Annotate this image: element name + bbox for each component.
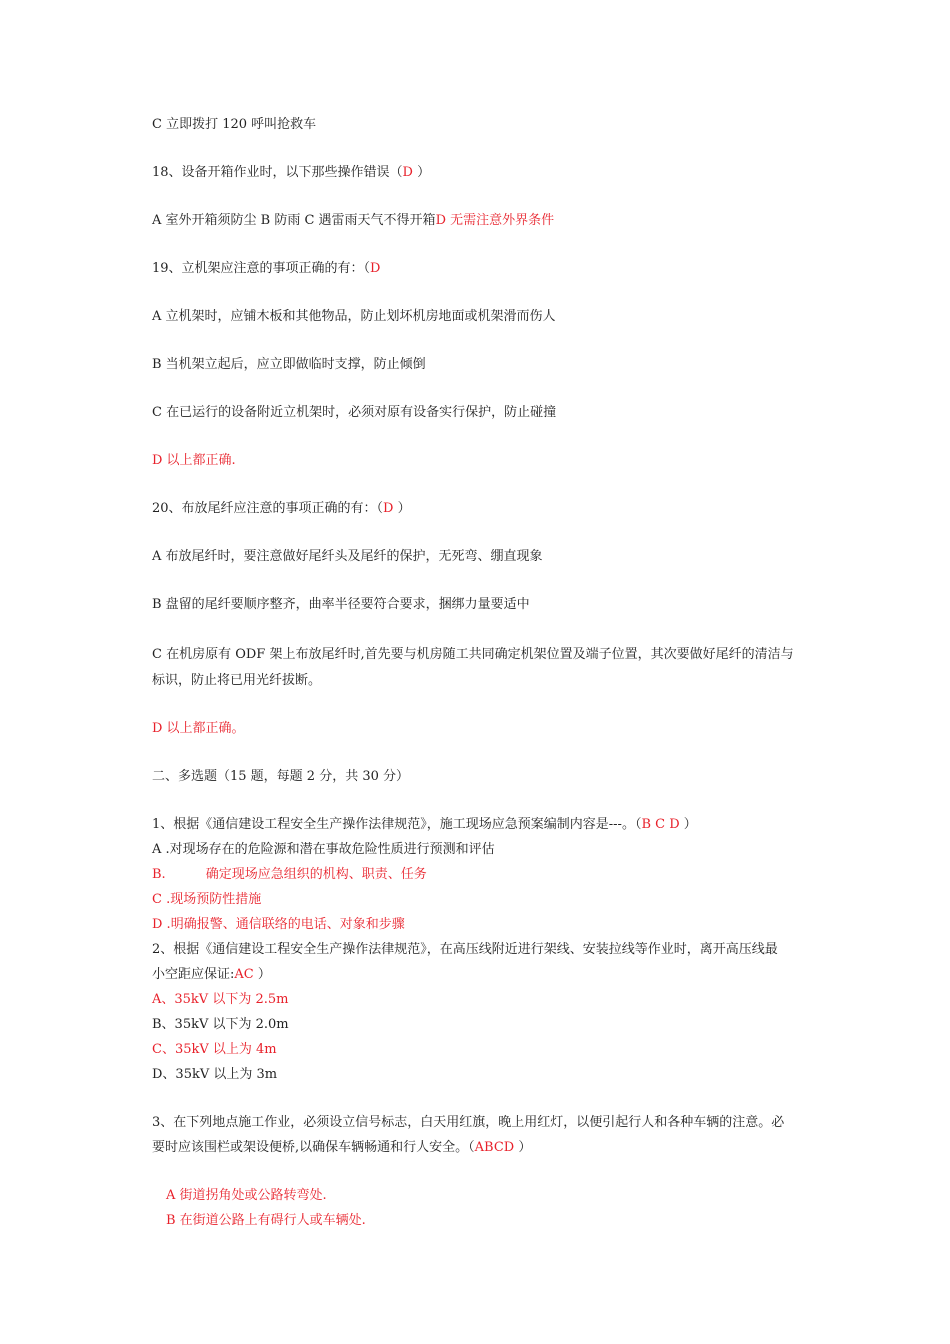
m2-option-c: C、35kV 以上为 4m: [152, 1042, 277, 1057]
q18-options: [152, 212, 554, 230]
m1-close: ）: [679, 817, 697, 832]
m2-close: ）: [253, 967, 271, 982]
q20-option-d: D 以上都正确。: [152, 721, 245, 736]
q17-option-c: C 立即拨打 120 呼叫抢救车: [152, 117, 317, 132]
m1-option-a: A .对现场存在的危险源和潜在事故危险性质进行预测和评估: [152, 842, 495, 857]
m1-option-b-label: B.: [152, 867, 166, 882]
m2-option-d: D、35kV 以上为 3m: [152, 1067, 278, 1082]
q19-answer: D: [370, 261, 381, 276]
q20-option-c-line2: 标识，防止将已用光纤拔断。: [152, 673, 322, 688]
q18-stem: [152, 164, 430, 182]
m2-stem-line2: [152, 966, 271, 984]
m3-stem-line1: 3、在下列地点施工作业，必须设立信号标志，白天用红旗，晚上用红灯，以便引起行人和各种车辆的注意。必: [152, 1115, 785, 1130]
q19-option-a: A 立机架时，应铺木板和其他物品，防止划坏机房地面或机架滑而伤人: [152, 309, 556, 324]
m1-option-c: C .现场预防性措施: [152, 892, 262, 907]
m3-stem-line2: [152, 1139, 531, 1157]
q19-option-d: D 以上都正确.: [152, 453, 236, 468]
m2-stem-line1: 2、根据《通信建设工程安全生产操作法律规范》，在高压线附近进行架线、安装拉线等作业时，离开高压线最: [152, 942, 778, 957]
m1-option-b: [152, 866, 427, 884]
m2-stem-text: 小空距应保证:: [152, 967, 235, 982]
m1-option-b-text: 确定现场应急组织的机构、职责、任务: [205, 867, 427, 882]
m2-option-b: B、35kV 以下为 2.0m: [152, 1017, 289, 1032]
q18-close: ）: [412, 165, 431, 180]
m1-stem-text: 1、根据《通信建设工程安全生产操作法律规范》，施工现场应急预案编制内容是---。（: [152, 817, 642, 832]
m3-close: ）: [514, 1140, 532, 1155]
m1-option-d: D .明确报警、通信联络的电话、对象和步骤: [152, 917, 405, 932]
q20-option-b: B 盘留的尾纤要顺序整齐，曲率半径要符合要求，捆绑力量要适中: [152, 597, 530, 612]
q19-stem: [152, 260, 380, 278]
q20-option-c-line1: C 在机房原有 ODF 架上布放尾纤时,首先要与机房随工共同确定机架位置及端子位置，其次要做好尾纤的清洁与: [152, 647, 794, 662]
q20-stem: [152, 500, 411, 518]
m2-option-a: A、35kV 以下为 2.5m: [152, 992, 289, 1007]
section-heading-multiple-choice: 二、多选题（15 题，每题 2 分，共 30 分）: [152, 769, 410, 784]
m3-option-a: A 街道拐角处或公路转弯处.: [166, 1188, 327, 1203]
q20-stem-text: 20、布放尾纤应注意的事项正确的有：（: [152, 501, 384, 516]
m3-option-b: B 在街道公路上有碍行人或车辆处.: [166, 1213, 366, 1228]
q20-close: ）: [393, 501, 411, 516]
m1-stem: [152, 816, 697, 834]
m2-answer: AC: [234, 967, 254, 982]
q18-stem-text: 18、设备开箱作业时，以下那些操作错误（: [152, 165, 403, 180]
q19-option-c: C 在已运行的设备附近立机架时，必须对原有设备实行保护，防止碰撞: [152, 405, 557, 420]
q18-answer: D: [402, 165, 413, 180]
q19-option-b: B 当机架立起后，应立即做临时支撑，防止倾倒: [152, 357, 426, 372]
q20-answer: D: [383, 501, 394, 516]
m1-answer: B C D: [641, 817, 680, 832]
q18-option-d: D 无需注意外界条件: [435, 213, 555, 228]
q20-option-a: A 布放尾纤时，要注意做好尾纤头及尾纤的保护，无死弯、绷直现象: [152, 549, 543, 564]
m3-stem-text: 要时应该围栏或架设便桥,以确保车辆畅通和行人安全。（: [152, 1140, 475, 1155]
q19-stem-text: 19、立机架应注意的事项正确的有：（: [152, 261, 371, 276]
q18-options-plain: A 室外开箱须防尘 B 防雨 C 遇雷雨天气不得开箱: [152, 213, 436, 228]
m3-answer: ABCD: [474, 1140, 515, 1155]
